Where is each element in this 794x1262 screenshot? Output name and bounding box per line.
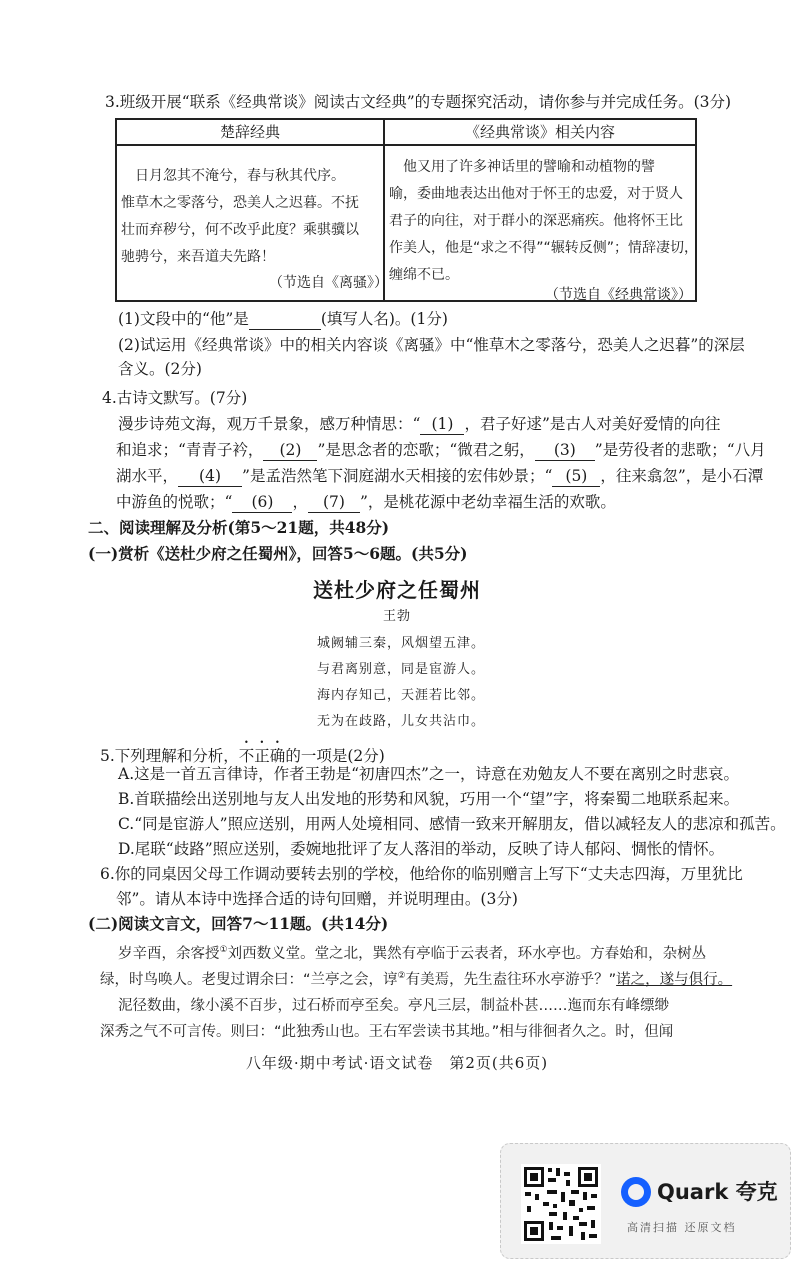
q4-blank-2[interactable]: (2) (263, 440, 317, 461)
footnote-marker: ② (397, 971, 406, 982)
q4-blank-1[interactable]: (1) (420, 414, 464, 435)
q4-text: ”是劳役者的悲歌；“八月 (594, 441, 766, 459)
q3-sub1-blank[interactable] (249, 309, 321, 330)
q5-option-d[interactable]: D.尾联“歧路”照应送别，委婉地批评了友人落泪的举动，反映了诗人郁闷、惆怅的情怀。 (118, 840, 725, 858)
q3-col2-line: 作美人，他是“求之不得”“辗转反侧”；情辞凄切， (389, 240, 699, 256)
q6-line1: 6.你的同桌因父母工作调动要转去别的学校，他给你的临别赠言上写下“丈夫志四海，万里犹比 (100, 865, 743, 883)
q4-blank-6[interactable]: (6) (232, 492, 292, 513)
q3-col2-line: 君子的向往，对于群小的深恶痛疾。他将怀王比 (389, 213, 683, 229)
q4-blank-4[interactable]: (4) (178, 466, 242, 487)
q4-text: 湖水平， (116, 467, 179, 485)
q5-stem-text: 的一项是(2分) (285, 747, 385, 765)
q4-blank-7[interactable]: (7) (308, 492, 360, 513)
q3-sub1-suffix: (填写人名)。(1分) (320, 310, 448, 328)
classical-text: 刘西数义堂。堂之北，巽然有亭临于云表者，环水亭也。方春始和，杂树丛 (227, 946, 707, 962)
q4-text: 漫步诗苑文海，观万千景象，感万种情思：“ (118, 415, 421, 433)
poem-line: 与君离别意，同是宦游人。 (317, 662, 486, 677)
q5-stem (100, 738, 385, 766)
q3-col1-cell (116, 145, 388, 301)
quark-subtitle: 高清扫描 还原文档 (627, 1221, 737, 1234)
q4-line2 (116, 440, 766, 461)
poem-line: 城阙辅三秦，风烟望五津。 (317, 636, 486, 651)
q3-col1-line: 日月忽其不淹兮，春与秋其代序。 (135, 168, 345, 184)
quark-watermark (500, 1143, 791, 1259)
section2-sub1: (一)赏析《送杜少府之任蜀州》，回答5～6题。(共5分) (88, 544, 468, 563)
section2-heading: 二、阅读理解及分析(第5～21题，共48分) (88, 518, 390, 537)
section2-sub2: (二)阅读文言文，回答7～11题。(共14分) (88, 914, 389, 933)
q4-stem: 4.古诗文默写。(7分) (102, 389, 248, 407)
q5-option-a[interactable]: A.这是一首五言律诗，作者王勃是“初唐四杰”之一，诗意在劝勉友人不要在离别之时悲哀。 (118, 765, 739, 783)
q5-option-c[interactable]: C.“同是宦游人”照应送别，用两人处境相同、感情一致来开解朋友，借以减轻友人的悲凉和孤苦。 (118, 815, 786, 833)
q3-table (115, 118, 697, 302)
q5-stem-text: 5.下列理解和分析， (100, 747, 239, 765)
q4-line1 (118, 414, 720, 435)
q3-stem: 3.班级开展“联系《经典常谈》阅读古文经典”的专题探究活动，请你参与并完成任务。(3分) (105, 93, 732, 111)
classical-text: 绿，时鸟唤人。老叟过谓余曰：“兰亭之会，谆 (100, 972, 398, 988)
classical-text: 有美焉，先生盍往环水亭游乎？” (405, 972, 617, 988)
q3-col2-line: 喻，委曲地表达出他对于怀王的忠爱，对于贤人 (389, 186, 683, 202)
page-footer: 八年级·期中考试·语文试卷 第2页(共6页) (245, 1054, 549, 1072)
q4-text: 中游鱼的悦歌；“ (116, 493, 233, 511)
classical-p1-line1 (118, 942, 706, 963)
q4-text: ”是思念者的恋歌；“微君之躬， (317, 441, 535, 459)
qr-code-icon (521, 1164, 601, 1244)
q3-sub2-line1: (2)试运用《经典常谈》中的相关内容谈《离骚》中“惟草木之零落兮，恐美人之迟暮”的深层 (118, 336, 745, 354)
q4-text: ”，是桃花源中老幼幸福生活的欢歌。 (359, 493, 616, 511)
q5-stem-emphasis: 不正确 (238, 747, 286, 765)
q3-col1-line: 驰骋兮，来吾道夫先路！ (121, 249, 275, 265)
classical-p1-line2 (100, 968, 732, 989)
q3-sub1 (118, 309, 448, 330)
quark-brand: Quark 夸克 (657, 1180, 778, 1204)
q3-sub2-line2: 含义。(2分) (118, 360, 202, 378)
q4-line4 (116, 492, 616, 513)
poem-line: 无为在歧路，儿女共沾巾。 (317, 714, 486, 729)
poem-title: 送杜少府之任蜀州 (313, 578, 481, 602)
q4-text: 和追求；“青青子衿， (116, 441, 264, 459)
q4-text: ，往来翕忽”，是小石潭 (600, 467, 764, 485)
q5-option-b[interactable]: B.首联描绘出送别地与友人出发地的形势和风貌，巧用一个“望”字，将秦蜀二地联系起来。 (118, 790, 740, 808)
quark-logo-icon (621, 1177, 651, 1207)
q3-col2-source: （节选自《经典常谈》） (545, 287, 692, 303)
q3-col1-line: 壮而弃秽兮，何不改乎此度？乘骐骥以 (121, 222, 359, 238)
q4-blank-5[interactable]: (5) (552, 466, 600, 487)
q6-line2: 邻”。请从本诗中选择合适的诗句回赠，并说明理由。(3分) (116, 890, 518, 908)
classical-p2-line2: 深秀之气不可言传。则曰：“此独秀山也。王右军尝读书其地。”相与徘徊者久之。时，但闻 (100, 1024, 674, 1040)
classical-text: 岁辛酉，余客授 (118, 946, 220, 962)
q3-col2-header: 《经典常谈》相关内容 (384, 119, 696, 145)
poem-line: 海内存知己，天涯若比邻。 (317, 688, 486, 703)
q3-col2-line: 他又用了许多神话里的譬喻和动植物的譬 (403, 159, 655, 175)
classical-p2-line1: 泥径数曲，缘小溪不百步，过石桥而亭至矣。亭凡三层，制益朴甚……迤而东有峰缥缈 (118, 998, 669, 1014)
q4-blank-3[interactable]: (3) (535, 440, 595, 461)
q3-col1-source: （节选自《离骚》） (269, 275, 388, 291)
q3-col1-header: 楚辞经典 (116, 119, 384, 145)
underlined-sentence: 诺之，遂与俱行。 (616, 972, 733, 988)
q4-text: ”是孟浩然笔下洞庭湖水天相接的宏伟妙景；“ (242, 467, 553, 485)
q3-col2-cell (384, 145, 699, 303)
q3-col2-line: 缠绵不已。 (389, 267, 459, 283)
q4-line3 (116, 466, 763, 487)
q3-sub1-prefix: (1)文段中的“他”是 (118, 310, 249, 328)
footnote-marker: ① (219, 945, 228, 956)
q4-text: ， (292, 493, 308, 511)
q3-col1-line: 惟草木之零落兮，恐美人之迟暮。不抚 (121, 195, 359, 211)
poem-author: 王勃 (382, 609, 411, 624)
q4-text: ，君子好逑”是古人对美好爱情的向往 (464, 415, 721, 433)
